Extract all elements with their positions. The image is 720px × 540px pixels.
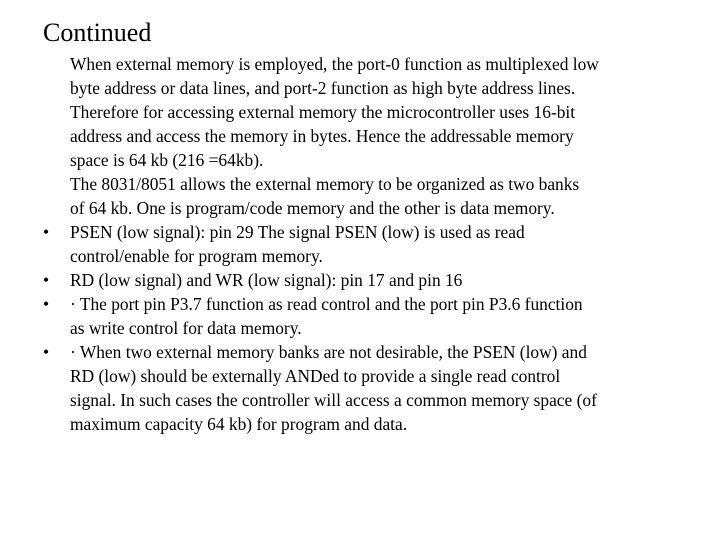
paragraph-line: Therefore for accessing external memory the microcontroller uses 16-bit — [70, 102, 576, 122]
bullet-item-continuation: control/enable for program memory. — [70, 246, 323, 266]
slide-title: Continued — [43, 18, 152, 47]
bullet-item-port-pins: · The port pin P3.7 function as read control and the port pin P3.6 function — [70, 294, 583, 314]
bullet-icon: • — [43, 222, 50, 242]
bullet-item-continuation: RD (low) should be externally ANDed to provide a single read control — [70, 366, 561, 386]
bullet-item-continuation: maximum capacity 64 kb) for program and data. — [70, 414, 408, 434]
bullet-icon: • — [43, 294, 50, 314]
paragraph-line: The 8031/8051 allows the external memory to be organized as two banks — [70, 174, 580, 194]
bullet-item-rd-wr: RD (low signal) and WR (low signal): pin 17 and pin 16 — [70, 270, 463, 290]
bullet-icon: • — [43, 342, 50, 362]
bullet-item-continuation: signal. In such cases the controller will access a common memory space (of — [70, 390, 597, 410]
paragraph-line: space is 64 kb (216 =64kb). — [70, 150, 264, 170]
bullet-item-continuation: as write control for data memory. — [70, 318, 302, 338]
paragraph-line: byte address or data lines, and port-2 function as high byte address lines. — [70, 78, 576, 98]
bullet-item-memory-banks: · When two external memory banks are not desirable, the PSEN (low) and — [70, 342, 587, 362]
paragraph-line: of 64 kb. One is program/code memory and the other is data memory. — [70, 198, 555, 218]
paragraph-line: When external memory is employed, the port-0 function as multiplexed low — [70, 54, 599, 74]
paragraph-line: address and access the memory in bytes. Hence the addressable memory — [70, 126, 574, 146]
bullet-item-psen: PSEN (low signal): pin 29 The signal PSEN (low) is used as read — [70, 222, 525, 242]
bullet-icon: • — [43, 270, 50, 290]
